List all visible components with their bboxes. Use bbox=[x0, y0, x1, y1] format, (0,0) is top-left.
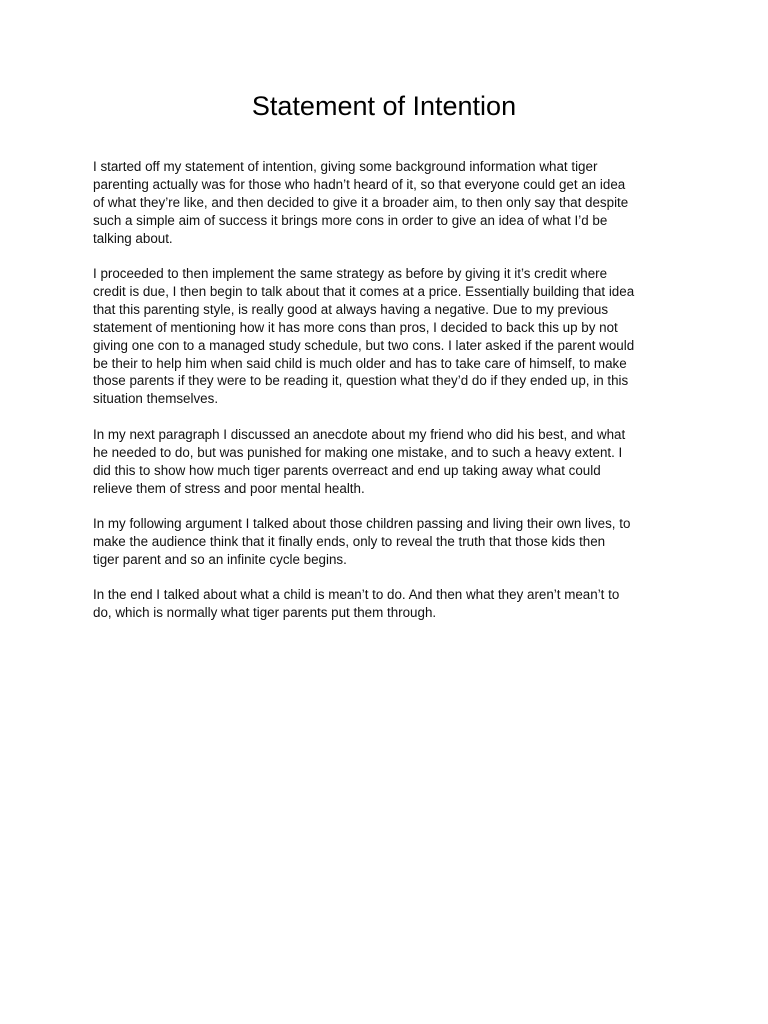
document-title: Statement of Intention bbox=[251, 91, 517, 121]
paragraph-5 bbox=[93, 586, 679, 622]
document-body bbox=[93, 158, 679, 639]
text-line: make the audience think that it finally ends, only to reveal the truth that those kids then bbox=[93, 533, 606, 549]
text-line: In my next paragraph I discussed an anecdote about my friend who did his best, and what bbox=[93, 426, 626, 442]
paragraph-1 bbox=[93, 158, 679, 248]
text-line: those parents if they were to be reading it, question what they’d do if they ended up, in this bbox=[93, 373, 629, 389]
text-line: tiger parent and so an infinite cycle begins. bbox=[93, 551, 347, 567]
text-line: parenting actually was for those who hadn’t heard of it, so that everyone could get an idea bbox=[93, 176, 626, 192]
text-line: he needed to do, but was punished for making one mistake, and to such a heavy extent. I bbox=[93, 444, 623, 460]
paragraph-2 bbox=[93, 265, 679, 408]
text-line: such a simple aim of success it brings more cons in order to give an idea of what I’d be bbox=[93, 212, 608, 228]
text-line: relieve them of stress and poor mental health. bbox=[93, 480, 365, 496]
paragraph-3 bbox=[93, 426, 679, 498]
text-line: that this parenting style, is really good at always having a negative. Due to my previous bbox=[93, 301, 609, 317]
text-line: In the end I talked about what a child is mean’t to do. And then what they aren’t mean’t to bbox=[93, 587, 620, 603]
paragraph-4 bbox=[93, 515, 679, 569]
text-line: of what they’re like, and then decided to give it a broader aim, to then only say that despite bbox=[93, 194, 629, 210]
text-line: do, which is normally what tiger parents put them through. bbox=[93, 605, 437, 621]
text-line: In my following argument I talked about those children passing and living their own lives, to bbox=[93, 515, 631, 531]
text-line: I started off my statement of intention, giving some background information what tiger bbox=[93, 159, 598, 174]
text-line: be their to help him when said child is much older and has to take care of himself, to make bbox=[93, 355, 627, 371]
text-line: talking about. bbox=[93, 230, 173, 246]
text-line: I proceeded to then implement the same strategy as before by giving it it’s credit where bbox=[93, 266, 608, 282]
text-line: did this to show how much tiger parents overreact and end up taking away what could bbox=[93, 462, 601, 478]
text-line: situation themselves. bbox=[93, 391, 219, 407]
text-line: statement of mentioning how it has more cons than pros, I decided to back this up by not bbox=[93, 319, 618, 335]
text-line: credit is due, I then begin to talk about that it comes at a price. Essentially building that idea bbox=[93, 283, 635, 299]
text-line: giving one con to a managed study schedule, but two cons. I later asked if the parent would bbox=[93, 337, 635, 353]
